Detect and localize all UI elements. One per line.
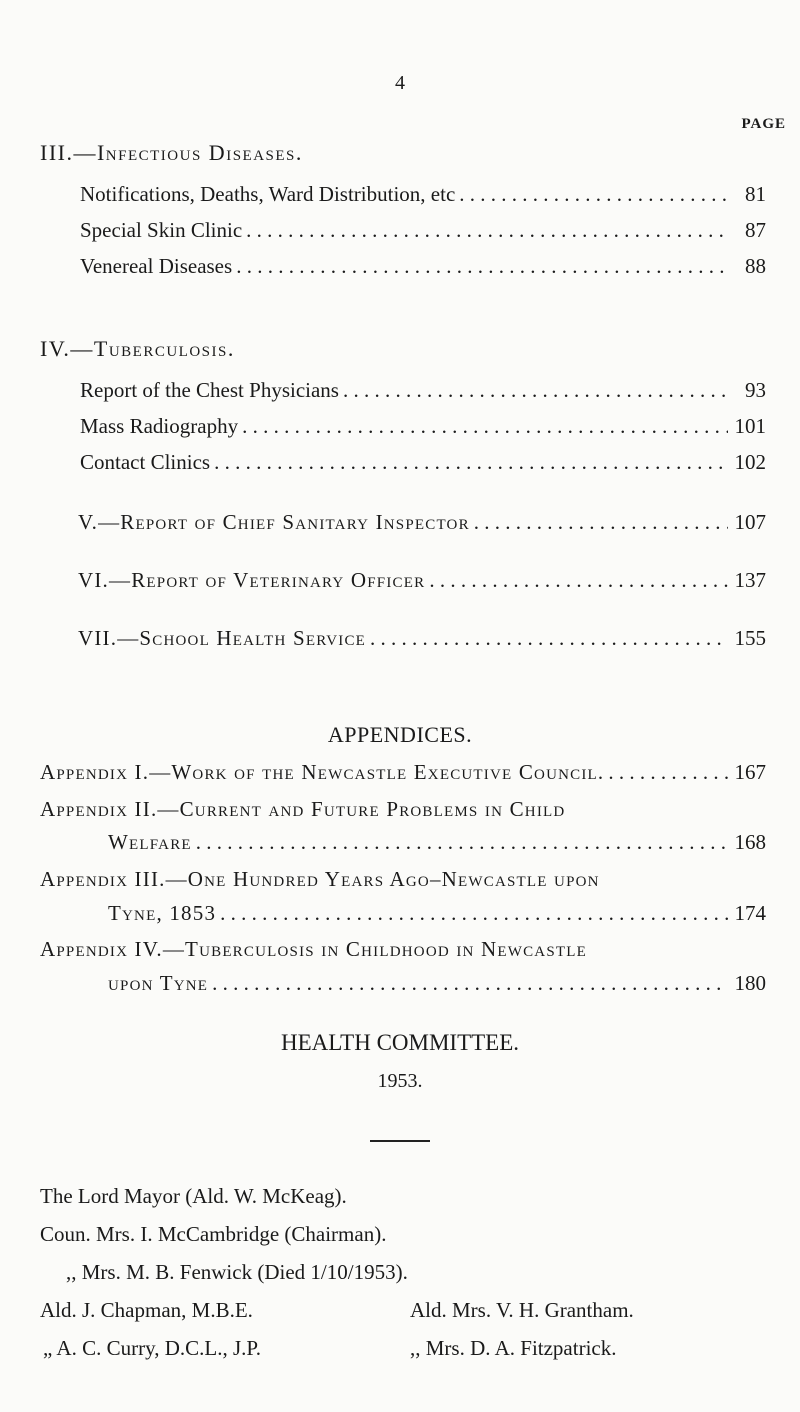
appendix-label: Appendix IV.—Tuberculosis in Childhood in Newcastle xyxy=(40,937,587,961)
toc-entry-label: Notifications, Deaths, Ward Distribution, etc xyxy=(80,182,456,206)
toc-entry-label: V.—Report of Chief Sanitary Inspector xyxy=(78,510,470,534)
committee-heading: HEALTH COMMITTEE. xyxy=(280,1030,520,1055)
toc-entry-school-health-service xyxy=(78,626,766,651)
appendix-label-cont: Tyne, 1853 xyxy=(108,901,217,925)
toc-entry-page: 155 xyxy=(734,626,766,650)
section-heading-tuberculosis: IV.—Tuberculosis. xyxy=(40,336,235,361)
committee-year: 1953. xyxy=(377,1070,423,1092)
toc-entry-page: 137 xyxy=(734,568,766,592)
appendix-label-cont: upon Tyne xyxy=(108,971,209,995)
toc-entry-label: Mass Radiography xyxy=(80,414,239,438)
toc-entry xyxy=(80,414,766,439)
page-number: 4 xyxy=(395,72,405,94)
committee-member: Ald. J. Chapman, M.B.E. xyxy=(40,1298,253,1322)
toc-entry-label: Report of the Chest Physicians xyxy=(80,378,339,402)
appendix-entry xyxy=(108,830,766,855)
appendix-entry xyxy=(108,971,766,996)
appendix-page: 167 xyxy=(734,760,766,784)
committee-member: Coun. Mrs. I. McCambridge (Chairman). xyxy=(40,1222,387,1246)
toc-entry-page: 107 xyxy=(734,510,766,534)
toc-entry xyxy=(80,254,766,279)
toc-entry-label: Special Skin Clinic xyxy=(80,218,243,242)
toc-entry-page: 101 xyxy=(734,414,766,438)
toc-entry xyxy=(80,218,766,243)
committee-member: The Lord Mayor (Ald. W. McKeag). xyxy=(40,1184,347,1208)
page-column-label: PAGE xyxy=(741,116,786,132)
appendix-label: Appendix I.—Work of the Newcastle Executive Council. xyxy=(40,760,605,784)
toc-entry xyxy=(80,378,766,403)
appendix-label-cont: Welfare xyxy=(108,830,192,854)
toc-entry-page: 81 xyxy=(745,182,766,206)
toc-entry-page: 93 xyxy=(745,378,766,402)
committee-member: ,, Mrs. D. A. Fitzpatrick. xyxy=(410,1336,617,1360)
committee-member: ,, Mrs. M. B. Fenwick (Died 1/10/1953). xyxy=(66,1260,408,1284)
toc-entry-page: 88 xyxy=(745,254,766,278)
appendix-page: 174 xyxy=(734,901,766,925)
toc-entry-label: VII.—School Health Service xyxy=(78,626,367,650)
appendix-entry xyxy=(108,901,766,926)
toc-entry-veterinary-officer xyxy=(78,568,766,593)
appendices-heading: APPENDICES. xyxy=(327,722,473,747)
appendix-label: Appendix II.—Current and Future Problems in Child xyxy=(40,797,566,821)
toc-entry-page: 102 xyxy=(734,450,766,474)
toc-entry-page: 87 xyxy=(745,218,766,242)
toc-entry-label: Venereal Diseases xyxy=(80,254,233,278)
appendix-page: 180 xyxy=(734,971,766,995)
committee-member: „ A. C. Curry, D.C.L., J.P. xyxy=(43,1336,261,1360)
toc-entry-chief-sanitary-inspector xyxy=(78,510,766,535)
appendix-label: Appendix III.—One Hundred Years Ago–Newcastle upon xyxy=(40,867,600,891)
toc-entry xyxy=(80,450,766,475)
toc-entry-label: VI.—Report of Veterinary Officer xyxy=(78,568,426,592)
divider-rule xyxy=(370,1140,430,1142)
appendix-page: 168 xyxy=(734,830,766,854)
appendix-entry xyxy=(40,760,766,785)
toc-entry-label: Contact Clinics xyxy=(80,450,211,474)
committee-member: Ald. Mrs. V. H. Grantham. xyxy=(410,1298,634,1322)
section-heading-infectious-diseases: III.—Infectious Diseases. xyxy=(40,140,303,165)
toc-entry xyxy=(80,182,766,207)
